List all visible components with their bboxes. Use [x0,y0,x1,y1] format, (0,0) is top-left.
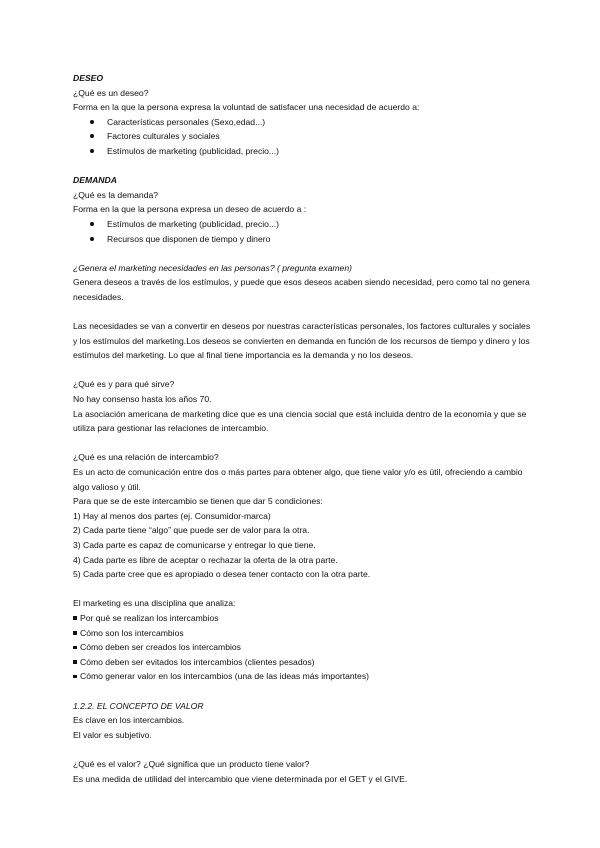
deseo-definition: Forma en la que la persona expresa la voluntad de satisfacer una necesidad de acuerdo a: [73,102,420,113]
list-item: Factores culturales y sociales [73,129,533,144]
section-discipline [73,596,533,684]
exchange-condition: 1) Hay al menos dos partes (ej. Consumidor-marca) [73,510,271,521]
deseo-list [73,115,533,159]
what-for-question: ¿Qué es y para qué sirve? [73,379,175,390]
section-value-concept [73,699,533,743]
demanda-list [73,217,533,246]
list-item: Características personales (Sexo,edad...) [73,115,533,130]
section-value-question [73,757,533,786]
section-marketing-needs [73,261,533,363]
list-item: Cómo deben ser creados los intercambios [73,640,533,655]
value-concept-line-1: Es clave en los intercambios. [73,715,185,726]
document-page [73,71,533,786]
section-what-for [73,377,533,435]
what-for-line-2: La asociación americana de marketing dice que es una ciencia social que está incluida dentro de la economía y que se utiliza para gestionar las relaciones de intercambio. [73,408,527,434]
exchange-conditions-intro: Para que se de este intercambio se tienen que dar 5 condiciones: [73,496,323,507]
list-item: Cómo generar valor en los intercambios (una de las ideas más importantes) [73,669,533,684]
exchange-condition: 5) Cada parte cree que es apropiado o desea tener contacto con la otra parte. [73,569,371,580]
value-question: ¿Qué es el valor? ¿Qué significa que un producto tiene valor? [73,758,310,769]
exchange-question: ¿Qué es una relación de intercambio? [73,452,219,463]
what-for-line-1: No hay consenso hasta los años 70. [73,394,212,405]
section-deseo [73,71,533,159]
discipline-list [73,611,533,684]
exchange-condition: 4) Cada parte es libre de aceptar o rechazar la oferta de la otra parte. [73,554,338,565]
exchange-definition: Es un acto de comunicación entre dos o más partes para obtener algo, que tiene valor y/o es útil, ofreciendo a cambio algo valioso y útil. [73,467,523,492]
marketing-needs-explanation: Las necesidades se van a convertir en deseos por nuestras características personales, los factores culturales y sociales y los estímulos del marketing.Los deseos se convierten en demanda en función de los recursos de tiempo y dinero y los estímulos del marketing. Lo que al final tiene importancia es la demanda y no los deseos. [73,321,531,361]
marketing-needs-answer: Genera deseos a través de los estímulos, y puede que esos deseos acaben siendo necesidad, pero como tal no genera necesidades. [73,277,530,302]
value-concept-line-2: El valor es subjetivo. [73,729,152,740]
demanda-heading: DEMANDA [73,175,117,186]
section-exchange [73,450,533,581]
value-concept-heading: 1.2.2. EL CONCEPTO DE VALOR [73,700,204,711]
list-item: Cómo son los intercambios [73,626,533,641]
list-item: Estímulos de marketing (publicidad, precio...) [73,144,533,159]
list-item: Por qué se realizan los intercambios [73,611,533,626]
deseo-heading: DESEO [73,73,104,83]
list-item: Recursos que disponen de tiempo y dinero [73,232,533,247]
marketing-needs-question: ¿Genera el marketing necesidades en las personas? ( pregunta examen) [73,262,352,273]
deseo-question: ¿Qué es un deseo? [73,87,149,98]
list-item: Estímulos de marketing (publicidad, precio...) [73,217,533,232]
demanda-definition: Forma en la que la persona expresa un deseo de acuerdo a : [73,204,307,215]
value-answer: Es una medida de utilidad del intercambio que viene determinada por el GET y el GIVE. [73,773,408,784]
exchange-condition: 2) Cada parte tiene “algo” que puede ser de valor para la otra. [73,525,310,536]
list-item: Cómo deben ser evitados los intercambios (clientes pesados) [73,655,533,670]
exchange-condition: 3) Cada parte es capaz de comunicarse y entregar lo que tiene. [73,540,316,550]
demanda-question: ¿Qué es la demanda? [73,189,159,200]
section-demanda [73,173,533,246]
discipline-intro: El marketing es una disciplina que analiza: [73,598,236,609]
